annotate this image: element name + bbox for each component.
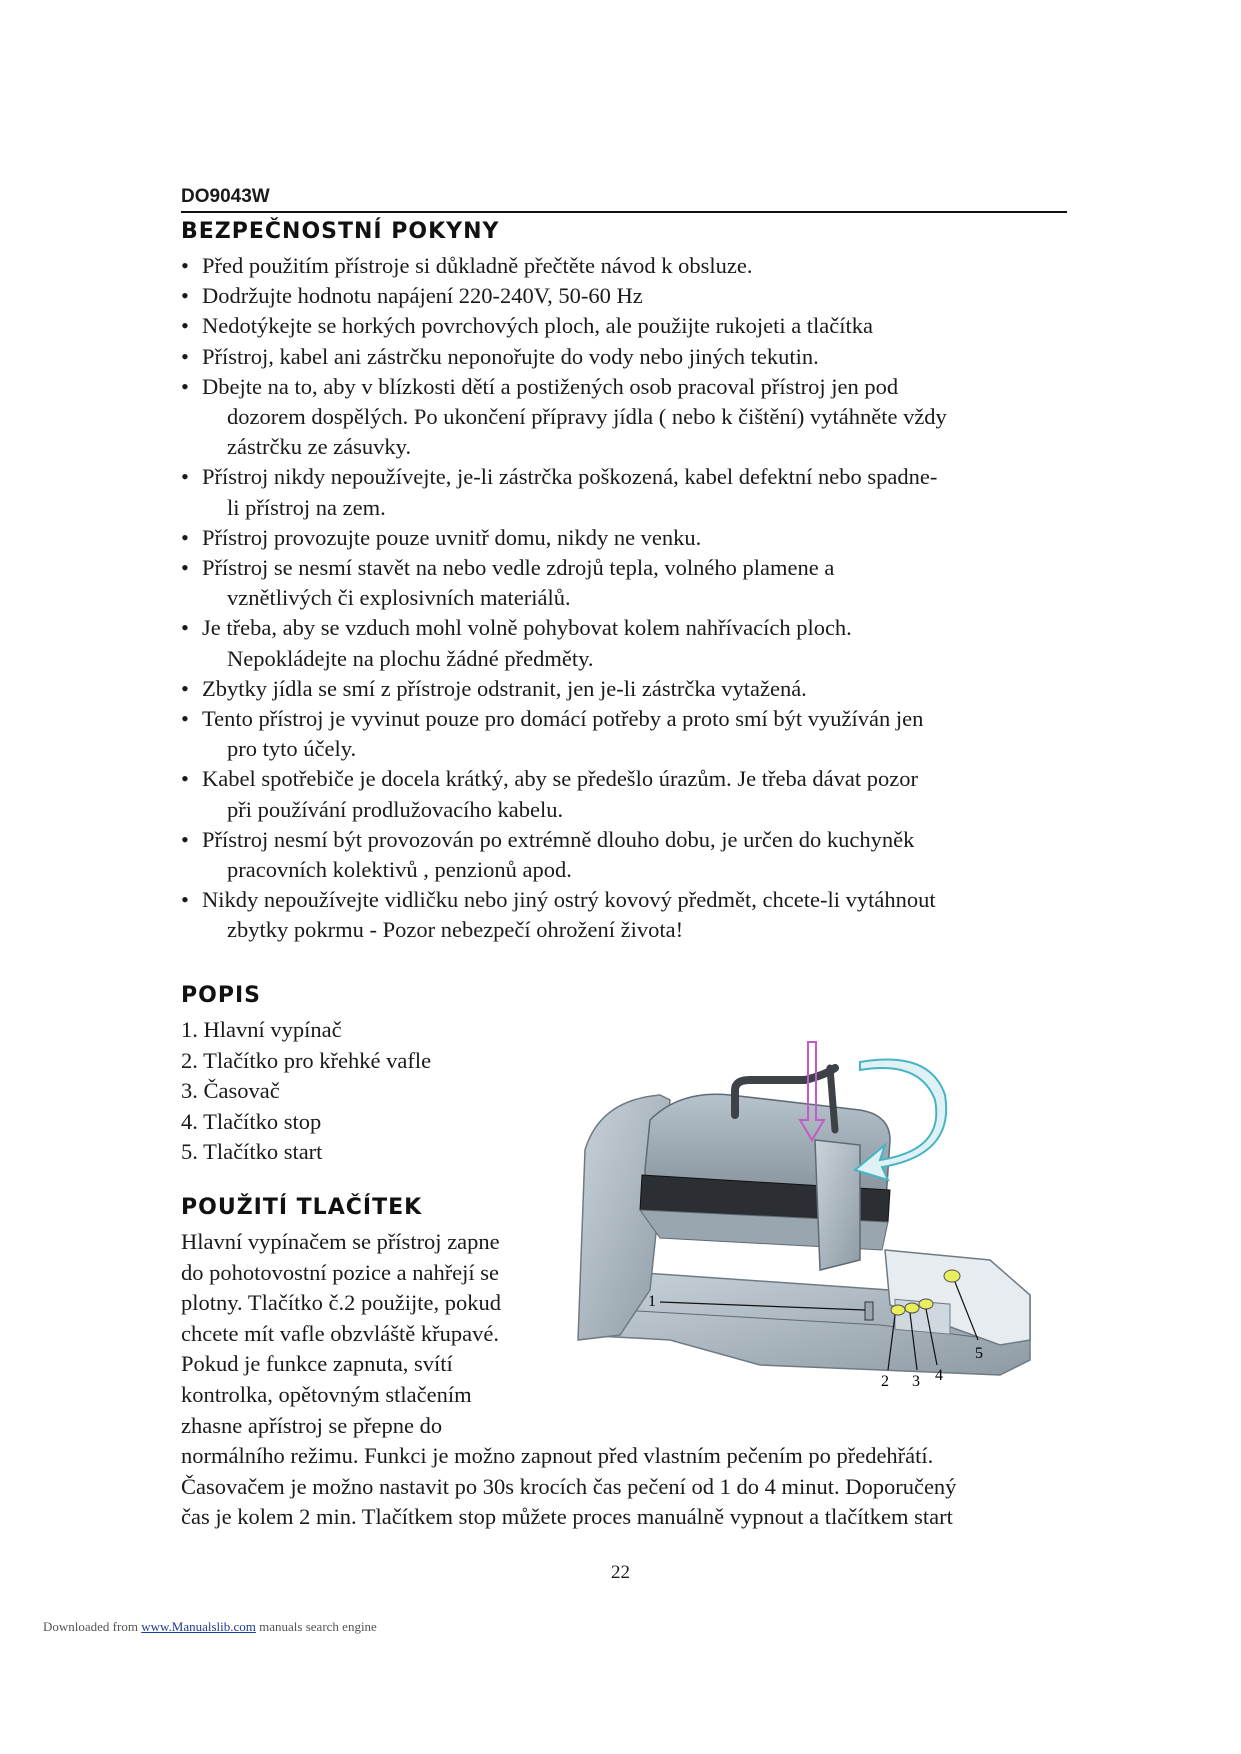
list-item: • Přístroj nesmí být provozován po extrémně dlouho dobu, je určen do kuchyněk pracovních kolektivů , penzionů apod. [181,825,1061,885]
manualslib-link[interactable]: www.Manualslib.com [141,1619,256,1634]
page-number: 22 [611,1562,630,1583]
list-item: 4. Tlačítko stop [181,1108,322,1134]
header-rule [181,211,1067,213]
list-item: • Přístroj nikdy nepoužívejte, je-li zástrčka poškozená, kabel defektní nebo spadne- li přístroj na zem. [181,462,1061,522]
safety-list [181,251,1061,946]
footer: Downloaded from www.Manualslib.com manuals search engine [43,1619,377,1634]
list-item: • Přístroj se nesmí stavět na nebo vedle zdrojů tepla, volného plamene a vznětlivých či explosivních materiálů. [181,553,1061,613]
list-item: 2. Tlačítko pro křehké vafle [181,1047,432,1073]
model-number: DO9043W [181,186,270,207]
list-item: • Přístroj provozujte pouze uvnitř domu, nikdy ne venku. [181,523,1061,553]
list-item: 3. Časovač [181,1078,280,1104]
figure-label: 2 [881,1373,889,1390]
list-item: • Dodržujte hodnotu napájení 220-240V, 50-60 Hz [181,281,1061,311]
description-list [181,1015,431,1168]
list-item: • Před použitím přístroje si důkladně přečtěte návod k obsluze. [181,251,1061,281]
list-item: • Kabel spotřebiče je docela krátký, aby se předešlo úrazům. Je třeba dávat pozor při používání prodlužovacího kabelu. [181,764,1061,824]
figure-label: 1 [648,1293,656,1310]
list-item: 1. Hlavní vypínač [181,1017,342,1042]
safety-heading: BEZPEČNOSTNÍ POKYNY [181,219,500,244]
list-item: • Nikdy nepoužívejte vidličku nebo jiný ostrý kovový předmět, chcete-li vytáhnout zbytky pokrmu - Pozor nebezpečí ohrožení života! [181,885,1061,945]
figure-label: 5 [975,1345,983,1362]
list-item: • Přístroj, kabel ani zástrčku neponořujte do vody nebo jiných tekutin. [181,342,1061,372]
list-item: • Je třeba, aby se vzduch mohl volně pohybovat kolem nahřívacích ploch. Nepokládejte na plochu žádné předměty. [181,613,1061,673]
figure-label: 3 [912,1373,920,1390]
list-item: • Dbejte na to, aby v blízkosti dětí a postižených osob pracoval přístroj jen pod dozorem dospělých. Po ukončení přípravy jídla ( nebo k čištění) vytáhněte vždy zástrčku ze zásuvky. [181,372,1061,463]
list-item: • Tento přístroj je vyvinut pouze pro domácí potřeby a proto smí být využíván jen pro tyto účely. [181,704,1061,764]
list-item: • Zbytky jídla se smí z přístroje odstranit, jen je-li zástrčka vytažená. [181,674,1061,704]
list-item: • Nedotýkejte se horkých povrchových ploch, ale použijte rukojeti a tlačítka [181,311,1061,341]
usage-text: Hlavní vypínačem se přístroj zapne do pohotovostní pozice a nahřejí se plotny. Tlačítko č.2 použijte, pokud chcete mít vafle obzvláště křupavé. Pokud je funkce zapnuta, svítí kontrolka, opětovným stlačením zhasne apřístroj se přepne do normálního režimu. Funkci je možno zapnout před vlastním pečením po předehřátí. Časovačem je možno nastavit po 30s krocích čas pečení od 1 do 4 minut. Doporučený čas je kolem 2 min. Tlačítkem stop můžete proces manuálně vypnout a tlačítkem start [181,1229,957,1530]
description-heading: POPIS [181,983,261,1008]
list-item: 5. Tlačítko start [181,1139,323,1165]
usage-heading: POUŽITÍ TLAČÍTEK [181,1195,423,1220]
figure-label: 4 [935,1367,943,1384]
